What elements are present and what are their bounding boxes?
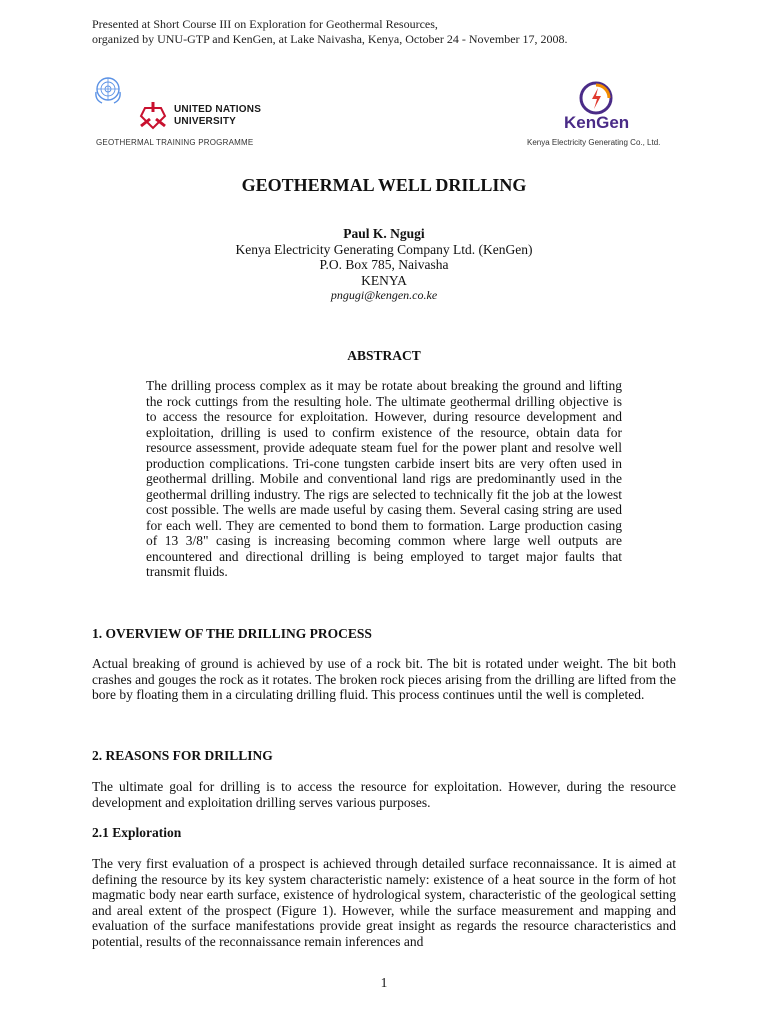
- section-text: The very first evaluation of a prospect is achieved through detailed surface reconnaissance. It is aimed at defining the resource by its key system characteristic namely: existence of a heat source in the form of hot magmatic body near earth surface, existence of hydrological system, characteristic of the geological setting and areal extent of the prospect (Figure 1). However, while the surface measurement and mapping and evaluation of the surface manifestations provide great insight as regards the resource characteristics and potential, results of the reconnaissance remain inferences and: [92, 856, 676, 949]
- author-block: [0, 226, 768, 304]
- right-logo-caption: Kenya Electricity Generating Co., Ltd.: [527, 138, 661, 147]
- presentation-header: [92, 17, 568, 47]
- kengen-mark-icon: [578, 80, 614, 116]
- abstract-text: The drilling process complex as it may be rotate about breaking the ground and lifting the rock cuttings from the resulting hole. The ultimate geothermal drilling objective is to access the resource for exploitation. However, during resource development and exploitation, drilling is used to confirm existence of the resource, obtain data for resource assessment, provide adequate steam fuel for the power plant and resolve well production complications. Tri-cone tungsten carbide insert bits are very often used in geothermal drilling. Mobile and conventional land rigs are predominantly used in the geothermal drilling industry. The rigs are selected to technically fit the job at the lowest cost possible. The wells are made useful by casing them. Several casing string are used for each well. They are cemented to bond them to formation. Large production casing of 13 3/8" casing is increasing becoming common where large well outputs are encountered and directional drilling is being employed to target major faults that transmit fluids.: [146, 378, 622, 579]
- author-address: P.O. Box 785, Naivasha: [319, 257, 449, 272]
- unu-line-1: UNITED NATIONS: [174, 104, 262, 115]
- abstract-heading: ABSTRACT: [347, 348, 421, 363]
- section-text: The ultimate goal for drilling is to access the resource for exploitation. However, during the resource development and exploitation drilling serves various purposes.: [92, 779, 676, 810]
- author-country: KENYA: [361, 272, 407, 288]
- author-email: pngugi@kengen.co.ke: [330, 288, 438, 302]
- header-line-1: Presented at Short Course III on Exploration for Geothermal Resources,: [92, 17, 438, 31]
- author-name: Paul K. Ngugi: [343, 226, 425, 241]
- paper-title: GEOTHERMAL WELL DRILLING: [241, 175, 527, 195]
- un-emblem-icon: [92, 74, 124, 106]
- left-logo-caption: GEOTHERMAL TRAINING PROGRAMME: [96, 138, 254, 147]
- kengen-wordmark: KenGen: [564, 113, 630, 132]
- page-number: 1: [380, 975, 388, 990]
- subsection-heading: 2.1 Exploration: [92, 825, 182, 840]
- author-affiliation: Kenya Electricity Generating Company Ltd. (KenGen): [235, 241, 533, 257]
- unu-mark-icon: [135, 100, 171, 130]
- section-heading: 1. OVERVIEW OF THE DRILLING PROCESS: [92, 626, 372, 641]
- section-heading: 2. REASONS FOR DRILLING: [92, 748, 273, 763]
- unu-wordmark: [174, 104, 261, 128]
- header-line-2: organized by UNU-GTP and KenGen, at Lake Naivasha, Kenya, October 24 - November 17, 2008.: [92, 32, 568, 46]
- section-text: Actual breaking of ground is achieved by use of a rock bit. The bit is rotated under weight. The bit both crashes and gouges the rock as it rotates. The broken rock pieces arising from the drilling are lifted from the bore by floating them in a circulating drilling fluid. This process continues until the well is completed.: [92, 656, 676, 702]
- unu-line-2: UNIVERSITY: [174, 116, 237, 127]
